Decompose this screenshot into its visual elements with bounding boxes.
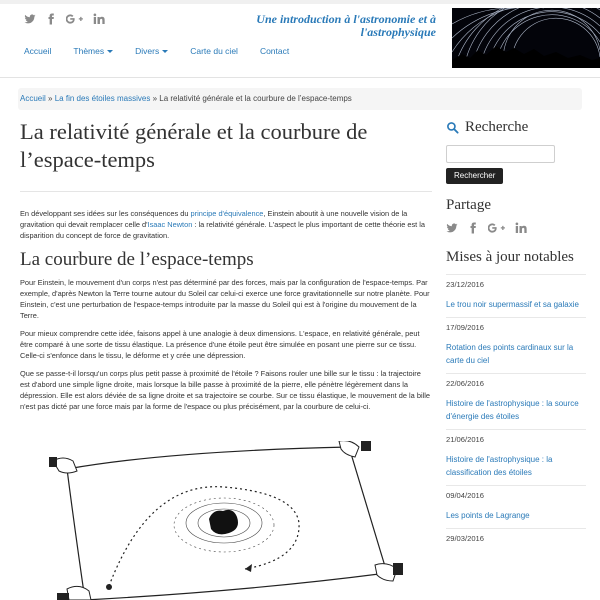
- nav-contact[interactable]: Contact: [259, 46, 290, 56]
- nav-accueil[interactable]: Accueil: [24, 46, 52, 56]
- site-header: [0, 0, 600, 78]
- search-icon: [446, 121, 459, 134]
- header-galaxy-image: [452, 8, 600, 68]
- section-heading: La courbure de l’espace-temps: [20, 249, 254, 270]
- caret-down-icon: [162, 50, 168, 53]
- paragraph: Pour Einstein, le mouvement d'un corps n'est pas déterminé par des forces, mais par la configuration de l'espace-temps. Par exemple, d'après Newton la Terre tourne autour du Soleil car celui-ci exerce une force gravitationnelle sur notre planète. Pour Einstein, c'est une perturbation de l'espace-temps introduite par la masse du Soleil qui est à l'origine du mouvement de la Terre.: [20, 278, 430, 320]
- google-plus-icon[interactable]: [66, 13, 84, 25]
- update-date: 22/06/2016: [446, 379, 485, 388]
- nav-carte-du-ciel[interactable]: Carte du ciel: [190, 46, 238, 56]
- update-link[interactable]: Le trou noir supermassif et sa galaxie: [446, 300, 579, 309]
- link-principe-equivalence[interactable]: principe d'équivalence: [190, 209, 264, 218]
- article-content: [20, 118, 432, 419]
- updates-list: [446, 274, 586, 558]
- twitter-icon[interactable]: [24, 13, 36, 25]
- header-top-strip: [0, 0, 600, 4]
- list-item: [446, 429, 586, 485]
- list-item: [446, 528, 586, 558]
- main-navigation: [24, 46, 311, 56]
- update-date: 09/04/2016: [446, 491, 485, 500]
- breadcrumb-separator: »: [152, 94, 158, 103]
- update-link[interactable]: Rotation des points cardinaux sur la carte du ciel: [446, 343, 574, 365]
- share-social-links: [446, 222, 586, 234]
- breadcrumb-separator: »: [48, 94, 53, 103]
- search-heading: Recherche: [446, 118, 586, 136]
- search-input[interactable]: [446, 145, 555, 163]
- paragraph: Que se passe-t-il lorsqu'un corps plus petit passe à proximité de l'étoile ? Faisons rouler une bille sur le tissu : la trajectoire est d'abord une simple ligne droite, mais lorsque la bille passe à proximité de la pierre, elle pénètre légèrement dans la dépression. Elle est alors déviée de sa ligne droite et sa trajectoire se courbe. Sur ce tissu élastique, le mouvement de la bille n'est pas dicté par une force mais par la forme de l'espace ou plus précisément, par la courbure de celui-ci.: [20, 369, 430, 411]
- update-date: 23/12/2016: [446, 280, 485, 289]
- site-tagline[interactable]: Une introduction à l'astronomie et à l'astrophysique: [256, 12, 436, 39]
- facebook-icon[interactable]: [467, 222, 479, 234]
- page-title: La relativité générale et la courbure de l’espace-temps: [20, 119, 368, 172]
- caret-down-icon: [107, 50, 113, 53]
- linkedin-icon[interactable]: [515, 222, 527, 234]
- linkedin-icon[interactable]: [93, 13, 105, 25]
- paragraph: Pour mieux comprendre cette idée, faisons appel à une analogie à deux dimensions. L'espace, en relativité générale, peut être comparé à une sorte de tissu élastique. La présence d'une étoile peut être simulée en posant une pierre sur ce tissu. Celle-ci s'enfonce dans le tissu, le déforme et y crée une dépression.: [20, 329, 420, 360]
- twitter-icon[interactable]: [446, 222, 458, 234]
- update-date: 21/06/2016: [446, 435, 485, 444]
- nav-divers[interactable]: Divers: [135, 46, 168, 56]
- breadcrumb-parent[interactable]: La fin des étoiles massives: [54, 94, 151, 103]
- list-item: [446, 373, 586, 429]
- updates-heading: Mises à jour notables: [446, 249, 574, 265]
- share-heading: Partage: [446, 197, 491, 213]
- facebook-icon[interactable]: [45, 13, 57, 25]
- update-date: 17/09/2016: [446, 323, 485, 332]
- search-button[interactable]: Rechercher: [446, 168, 503, 184]
- sidebar: [446, 118, 586, 558]
- header-social-links: [24, 13, 105, 25]
- elastic-fabric-illustration: [49, 441, 403, 600]
- intro-paragraph: En développant ses idées sur les conséquences du principe d'équivalence, Einstein aboutit à une nouvelle vision de la gravitation qui devait remplacer celle d'Isaac Newton : la relativité générale. L'aspect le plus important de cette théorie est la disparition du concept de force de gravitation.: [20, 209, 426, 240]
- list-item: [446, 317, 586, 373]
- list-item: [446, 485, 586, 528]
- nav-themes[interactable]: Thèmes: [73, 46, 113, 56]
- breadcrumb-home[interactable]: Accueil: [20, 94, 46, 103]
- update-link[interactable]: Histoire de l'astrophysique : la source d'énergie des étoiles: [446, 399, 579, 421]
- breadcrumb: [18, 88, 582, 110]
- title-divider: [20, 191, 432, 192]
- breadcrumb-current: La relativité générale et la courbure de l’espace-temps: [159, 94, 352, 103]
- list-item: [446, 274, 586, 317]
- google-plus-icon[interactable]: [488, 222, 506, 234]
- update-link[interactable]: Histoire de l'astrophysique : la classification des étoiles: [446, 455, 553, 477]
- link-isaac-newton[interactable]: Isaac Newton: [147, 220, 193, 229]
- update-link[interactable]: Les points de Lagrange: [446, 511, 530, 520]
- update-date: 29/03/2016: [446, 534, 485, 543]
